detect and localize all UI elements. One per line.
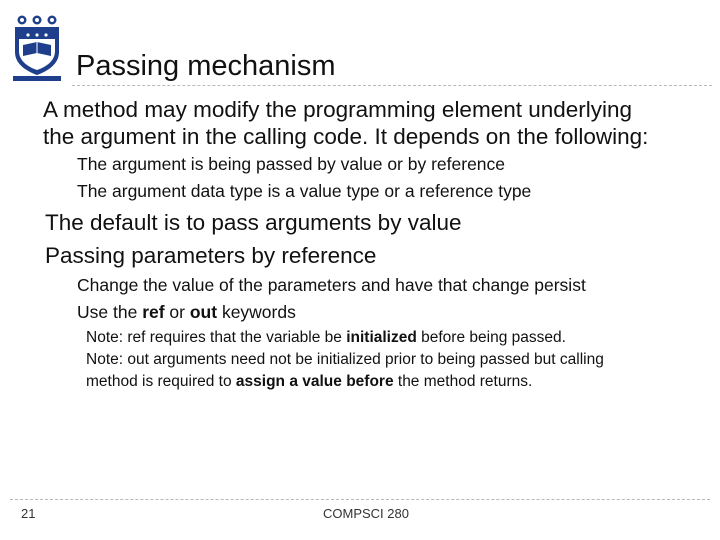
bullet-item <box>56 301 296 323</box>
bullet-text: The default is to pass arguments by value <box>45 210 462 235</box>
bullet-item <box>14 209 461 236</box>
bullet-text-line: method is required to assign a value before the method returns. <box>86 373 533 390</box>
bullet-text-line: Note: out arguments need not be initialized prior to being passed but calling <box>86 351 604 368</box>
bullet-text-line: the argument in the calling code. It depends on the following: <box>43 124 649 149</box>
slide-title: Passing mechanism <box>76 50 336 82</box>
keyword-ref: ref <box>142 302 165 322</box>
bullet-text: The argument is being passed by value or by reference <box>77 154 506 174</box>
bullet-text: Use the ref or out keywords <box>77 302 296 322</box>
university-crest-icon <box>10 14 64 82</box>
bullet-text: Passing parameters by reference <box>45 243 377 268</box>
bullet-item <box>14 242 376 269</box>
course-code: COMPSCI 280 <box>323 506 409 521</box>
page-number: 21 <box>21 506 36 521</box>
bullet-item <box>56 153 505 175</box>
bullet-text: Note: ref requires that the variable be initialized before being passed. <box>86 329 566 346</box>
keyword-out: out <box>189 302 218 322</box>
bullet-item <box>76 349 604 393</box>
bullet-text: Change the value of the parameters and have that change persist <box>77 275 586 295</box>
bullet-item <box>56 180 531 202</box>
bullet-item <box>14 96 648 150</box>
footer-divider <box>10 499 710 500</box>
title-divider <box>72 85 712 86</box>
bullet-item <box>56 274 586 296</box>
bullet-text-line: A method may modify the programming element underlying <box>43 97 633 122</box>
bullet-item <box>76 327 566 349</box>
bullet-text: The argument data type is a value type or a reference type <box>77 181 532 201</box>
